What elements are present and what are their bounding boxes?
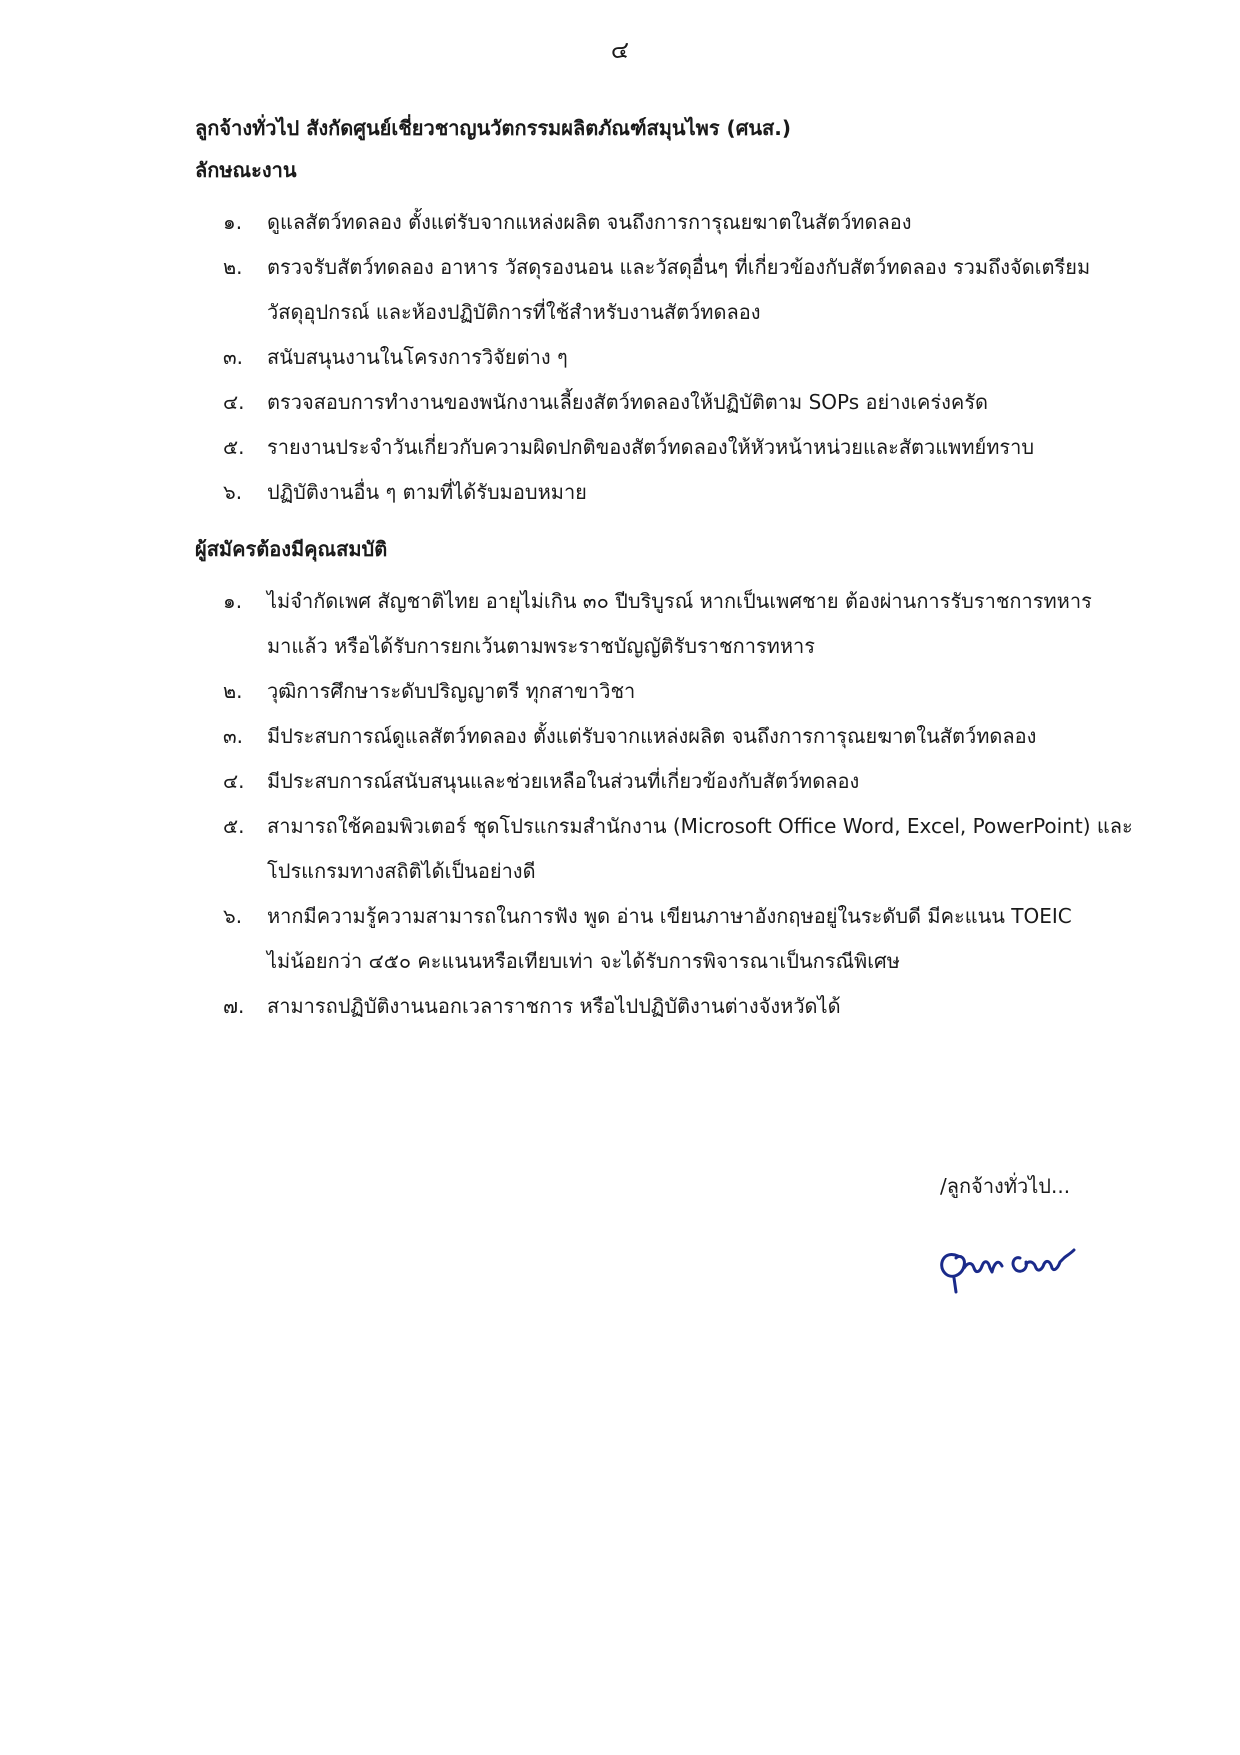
page-number: ๔ bbox=[610, 36, 630, 64]
duty-item-text: สนับสนุนงานในโครงการวิจัยต่าง ๆ bbox=[267, 345, 568, 369]
qualification-item-text: ไม่จำกัดเพศ สัญชาติไทย อายุไม่เกิน ๓๐ ปีบริบูรณ์ หากเป็นเพศชาย ต้องผ่านการรับราชการทหาร bbox=[267, 589, 1092, 613]
qualification-item-text: สามารถใช้คอมพิวเตอร์ ชุดโปรแกรมสำนักงาน (Microsoft Office Word, Excel, PowerPoint) และ bbox=[267, 814, 1133, 838]
qualification-item-text: ไม่น้อยกว่า ๔๕๐ คะแนนหรือเทียบเท่า จะได้รับการพิจารณาเป็นกรณีพิเศษ bbox=[267, 949, 900, 973]
duty-item bbox=[195, 335, 1100, 380]
qualification-item-number: ๒. bbox=[223, 679, 243, 703]
qualification-item-text: มาแล้ว หรือได้รับการยกเว้นตามพระราชบัญญัติรับราชการทหาร bbox=[267, 634, 816, 658]
duty-item-text: วัสดุอุปกรณ์ และห้องปฏิบัติการที่ใช้สำหรับงานสัตว์ทดลอง bbox=[267, 300, 761, 324]
qualification-item-number: ๓. bbox=[223, 724, 244, 748]
qualification-item-number: ๔. bbox=[223, 769, 245, 793]
qualification-item-number: ๖. bbox=[223, 904, 243, 928]
duty-item bbox=[195, 380, 1100, 425]
duty-item-text: ตรวจรับสัตว์ทดลอง อาหาร วัสดุรองนอน และวัสดุอื่นๆ ที่เกี่ยวข้องกับสัตว์ทดลอง รวมถึงจัดเตรียม bbox=[267, 255, 1091, 279]
duty-item bbox=[195, 200, 1100, 245]
duty-item-number: ๓. bbox=[223, 345, 244, 369]
duty-item-number: ๒. bbox=[223, 255, 243, 279]
qualification-item bbox=[195, 669, 1100, 714]
duty-item-text: ปฏิบัติงานอื่น ๆ ตามที่ได้รับมอบหมาย bbox=[267, 480, 587, 504]
duty-item-text: ดูแลสัตว์ทดลอง ตั้งแต่รับจากแหล่งผลิต จนถึงการการุณยฆาตในสัตว์ทดลอง bbox=[267, 210, 912, 234]
duties-heading: ลักษณะงาน bbox=[195, 158, 297, 182]
qualification-item-text: โปรแกรมทางสถิติได้เป็นอย่างดี bbox=[267, 859, 536, 883]
duty-item bbox=[195, 245, 1100, 335]
qualification-item bbox=[195, 894, 1100, 984]
duty-item-number: ๔. bbox=[223, 390, 245, 414]
qualification-item-number: ๗. bbox=[223, 994, 245, 1018]
qualification-item-text: หากมีความรู้ความสามารถในการฟัง พูด อ่าน เขียนภาษาอังกฤษอยู่ในระดับดี มีคะแนน TOEIC bbox=[267, 904, 1072, 928]
duty-item bbox=[195, 425, 1100, 470]
qualification-item-text: มีประสบการณ์สนับสนุนและช่วยเหลือในส่วนที่เกี่ยวข้องกับสัตว์ทดลอง bbox=[267, 769, 860, 793]
qualification-item bbox=[195, 804, 1133, 894]
document-title: ลูกจ้างทั่วไป สังกัดศูนย์เชี่ยวชาญนวัตกรรมผลิตภัณฑ์สมุนไพร (ศนส.) bbox=[195, 116, 792, 140]
duty-item-number: ๑. bbox=[223, 210, 243, 234]
qualification-item-number: ๑. bbox=[223, 589, 243, 613]
duty-item-text: รายงานประจำวันเกี่ยวกับความผิดปกติของสัตว์ทดลองให้หัวหน้าหน่วยและสัตวแพทย์ทราบ bbox=[267, 435, 1035, 459]
duty-item-number: ๕. bbox=[223, 435, 245, 459]
qualification-item bbox=[195, 984, 1100, 1029]
signature-image bbox=[930, 1228, 1090, 1298]
document-body bbox=[195, 112, 1133, 1029]
qualifications-heading: ผู้สมัครต้องมีคุณสมบัติ bbox=[195, 537, 388, 561]
duty-item-text: ตรวจสอบการทำงานของพนักงานเลี้ยงสัตว์ทดลองให้ปฏิบัติตาม SOPs อย่างเคร่งครัด bbox=[267, 390, 989, 414]
qualification-item bbox=[195, 579, 1100, 669]
qualification-item bbox=[195, 759, 1100, 804]
qualification-item-text: มีประสบการณ์ดูแลสัตว์ทดลอง ตั้งแต่รับจากแหล่งผลิต จนถึงการการุณยฆาตในสัตว์ทดลอง bbox=[267, 724, 1037, 748]
duty-item-number: ๖. bbox=[223, 480, 243, 504]
duties-list bbox=[195, 200, 1100, 515]
qualifications-list bbox=[195, 579, 1133, 1029]
qualification-item-text: วุฒิการศึกษาระดับปริญญาตรี ทุกสาขาวิชา bbox=[267, 679, 636, 703]
qualification-item-number: ๕. bbox=[223, 814, 245, 838]
qualification-item-text: สามารถปฏิบัติงานนอกเวลาราชการ หรือไปปฏิบัติงานต่างจังหวัดได้ bbox=[267, 994, 841, 1018]
duty-item bbox=[195, 470, 1100, 515]
qualification-item bbox=[195, 714, 1100, 759]
continuation-note: /ลูกจ้างทั่วไป... bbox=[940, 1174, 1071, 1198]
